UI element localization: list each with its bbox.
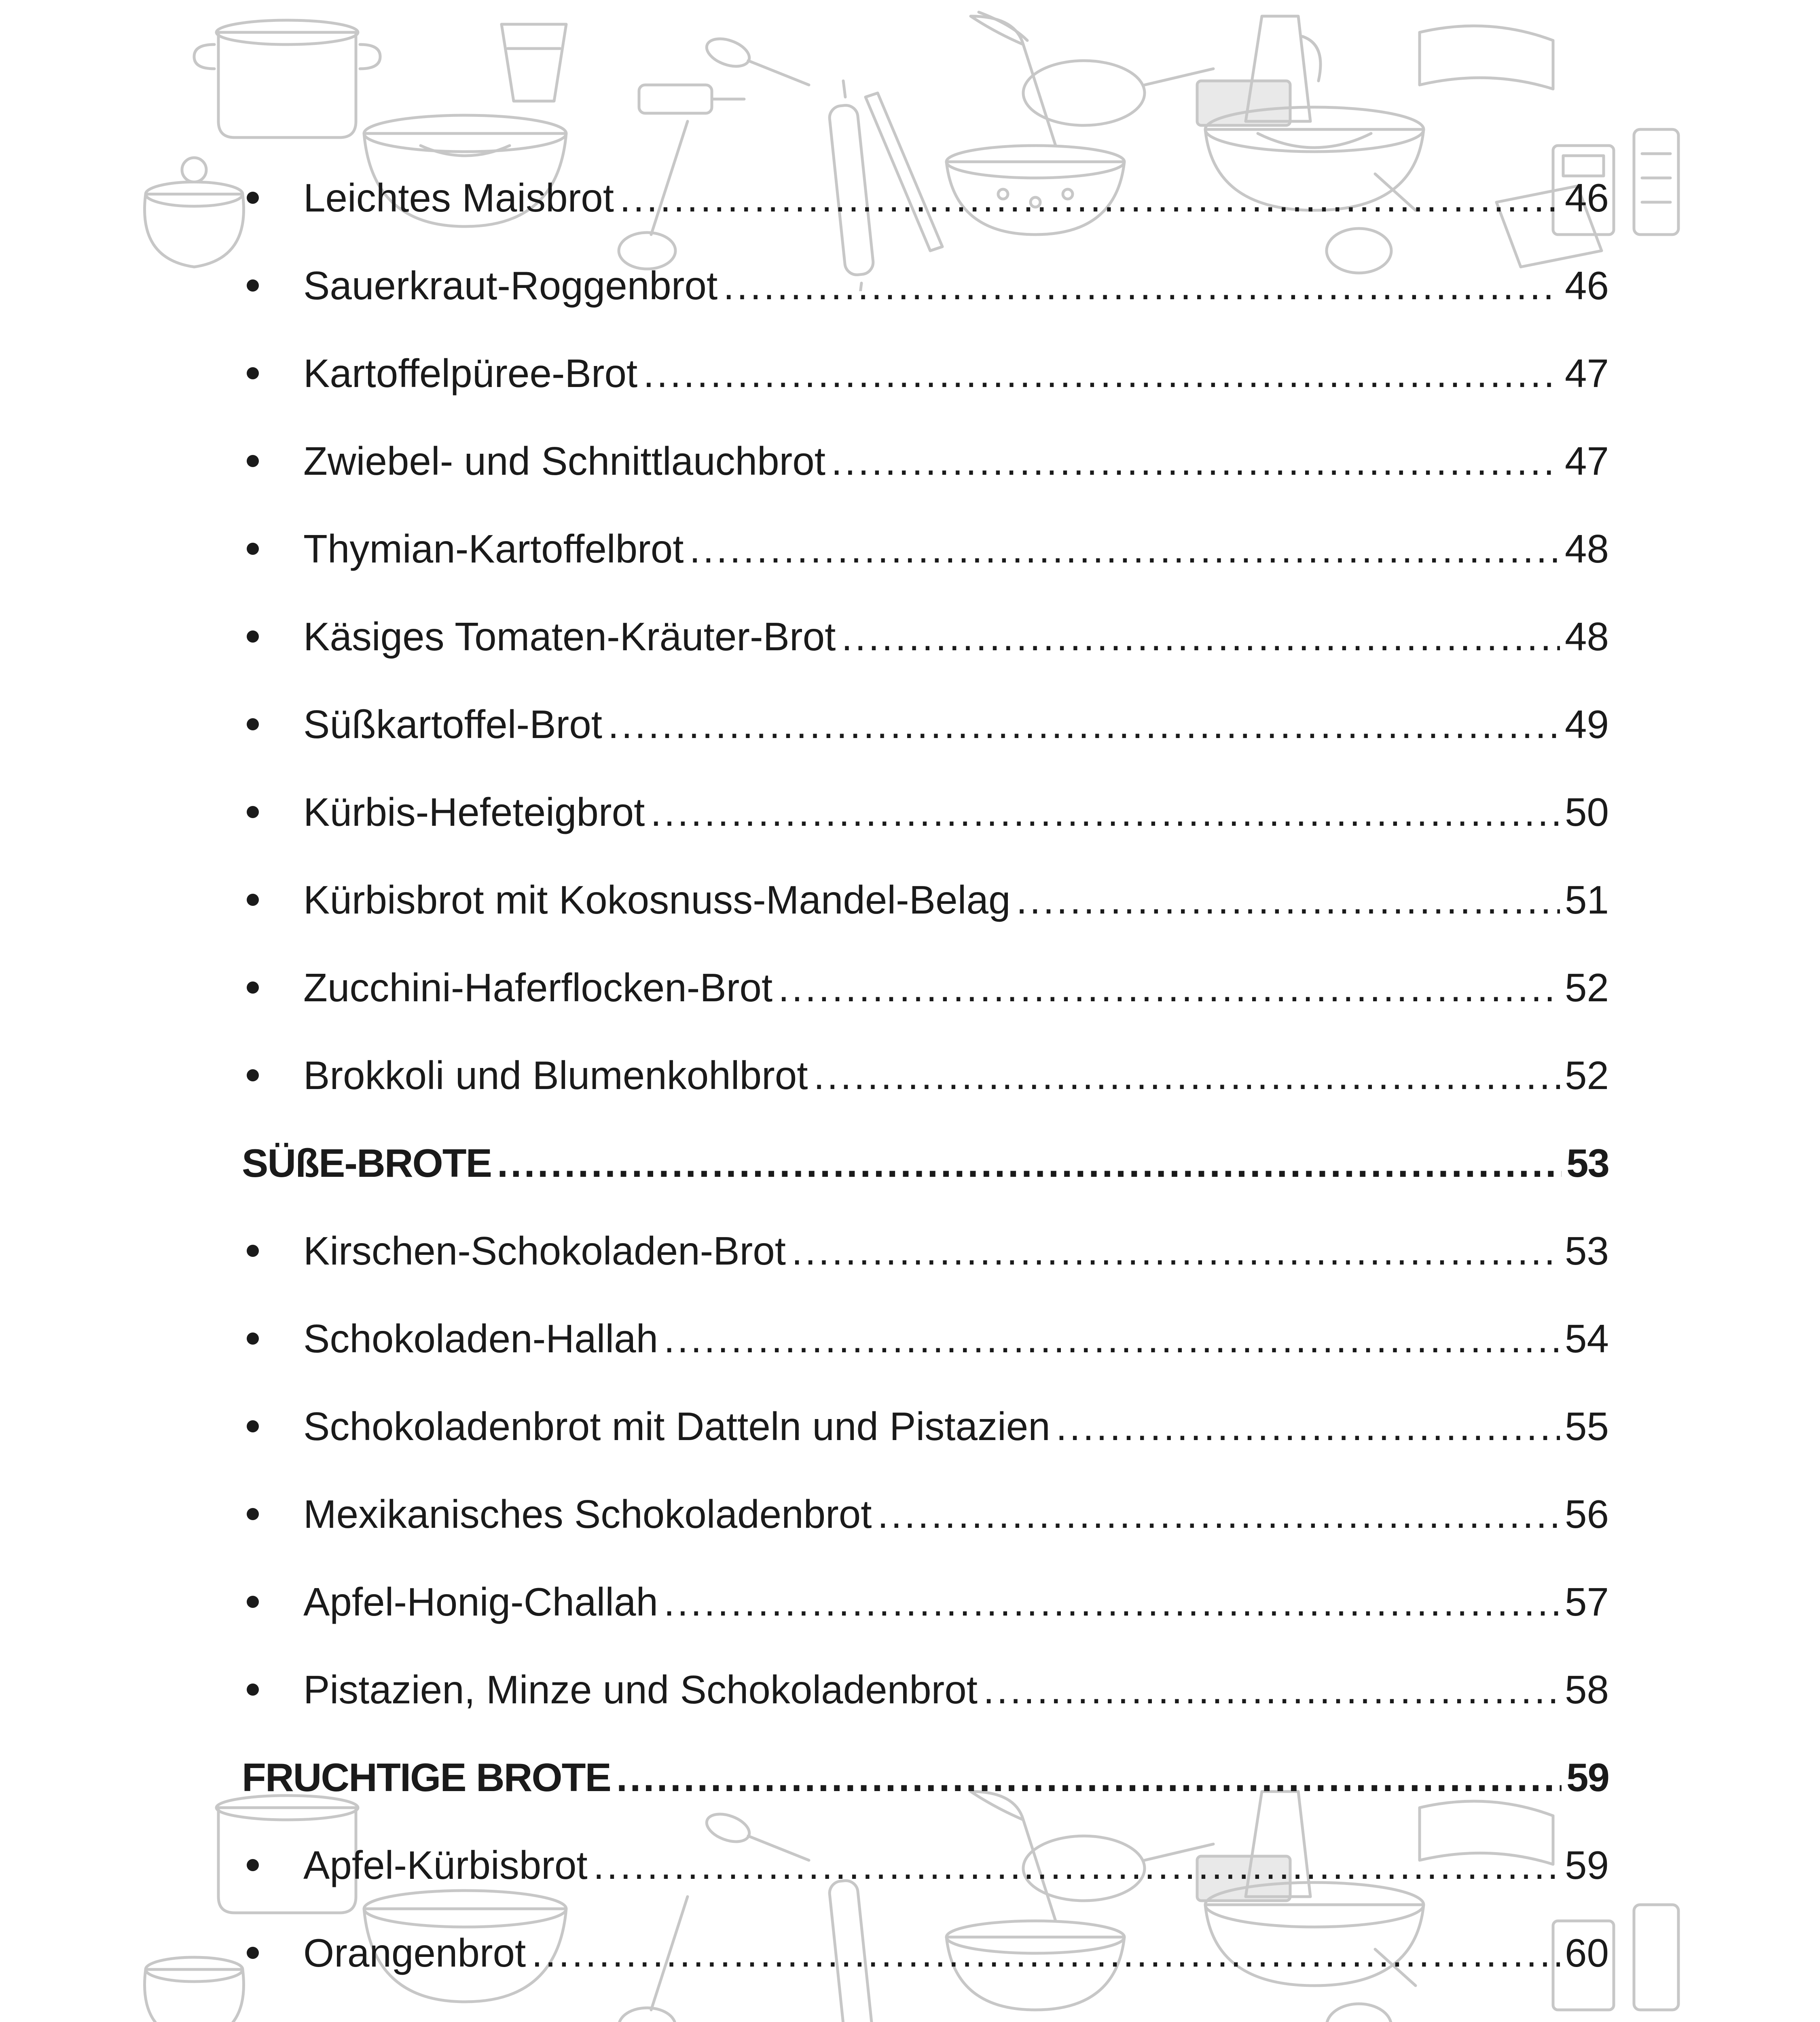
bullet-icon: [247, 279, 259, 292]
bullet-icon: [247, 806, 259, 818]
dot-leader: [664, 1319, 1560, 1358]
toc-page-number: 59: [1566, 1755, 1609, 1800]
bullet-icon: [247, 1332, 259, 1345]
toc-entry[interactable]: [242, 1909, 1609, 1997]
toc-entry[interactable]: [242, 154, 1609, 241]
toc-entry[interactable]: [242, 1470, 1609, 1558]
toc-entry[interactable]: [242, 241, 1609, 329]
toc-entry[interactable]: [242, 768, 1609, 856]
toc-line: [303, 1491, 1609, 1536]
toc-entry[interactable]: [242, 329, 1609, 417]
toc-entry[interactable]: [242, 1294, 1609, 1382]
toc-page-number: 48: [1564, 526, 1609, 571]
toc-entry[interactable]: [242, 1382, 1609, 1470]
toc-title: Thymian-Kartoffelbrot: [303, 526, 684, 571]
dot-leader: [531, 1933, 1560, 1973]
cake-ring-icon: [1420, 26, 1553, 89]
toc-entry[interactable]: [242, 680, 1609, 768]
toc-page-number: 60: [1564, 1930, 1609, 1975]
dot-leader: [593, 1845, 1560, 1885]
toc-page-number: 51: [1564, 877, 1609, 922]
bullet-icon: [247, 1859, 259, 1871]
bullet-icon: [247, 1420, 259, 1432]
toc-entry[interactable]: [242, 1207, 1609, 1294]
toc-line: [303, 789, 1609, 834]
toc-page-number: 52: [1564, 1053, 1609, 1098]
grater-icon: [1634, 1905, 1678, 2010]
glass-icon: [502, 24, 566, 101]
toc-line: [303, 965, 1609, 1010]
frying-pan-icon: [1023, 61, 1213, 125]
bullet-icon: [247, 455, 259, 467]
grinder-icon: [639, 85, 744, 113]
toc-title: Käsiges Tomaten-Kräuter-Brot: [303, 614, 836, 659]
whisk-icon: [971, 12, 1056, 146]
bullet-icon: [247, 894, 259, 906]
toc-entry[interactable]: [242, 856, 1609, 943]
dot-leader: [650, 792, 1560, 832]
dot-leader: [841, 617, 1560, 656]
toc-entry[interactable]: [242, 1031, 1609, 1119]
toc-line: [303, 614, 1609, 659]
toc-title: Süßkartoffel-Brot: [303, 702, 602, 747]
sugar-pot-icon: [145, 158, 244, 267]
bullet-icon: [247, 1508, 259, 1520]
dot-leader: [1016, 880, 1560, 920]
toc-title: Apfel-Honig-Challah: [303, 1579, 658, 1624]
toc-title: Orangenbrot: [303, 1930, 526, 1975]
toc-line: [303, 175, 1609, 220]
toc-entry[interactable]: [242, 505, 1609, 592]
toc-section-heading[interactable]: [242, 1119, 1609, 1207]
toc-page-number: 49: [1564, 702, 1609, 747]
toc-line: [303, 877, 1609, 922]
pot-icon: [194, 20, 380, 137]
bullet-icon: [247, 1596, 259, 1608]
toc-title: Kürbis-Hefeteigbrot: [303, 789, 645, 834]
dot-leader: [616, 1758, 1562, 1797]
toc-title: Brokkoli und Blumenkohlbrot: [303, 1053, 808, 1098]
toc-line: [303, 1930, 1609, 1975]
toc-line: [303, 1053, 1609, 1098]
toc-page-number: 46: [1564, 263, 1609, 308]
toc-line: [303, 1404, 1609, 1449]
toc-page-number: 48: [1564, 614, 1609, 659]
dot-leader: [497, 1143, 1562, 1183]
toc-section-heading[interactable]: [242, 1733, 1609, 1821]
toc-page-number: 47: [1564, 351, 1609, 396]
dot-leader: [778, 968, 1560, 1007]
toc-line: [242, 1140, 1609, 1185]
toc-entry[interactable]: [242, 592, 1609, 680]
toc-entry[interactable]: [242, 1558, 1609, 1646]
toc-page-number: 53: [1566, 1140, 1609, 1185]
toc-line: [303, 526, 1609, 571]
bullet-icon: [247, 367, 259, 379]
toc-title: Kartoffelpüree-Brot: [303, 351, 638, 396]
bullet-icon: [247, 718, 259, 730]
toc-page-number: 58: [1564, 1667, 1609, 1712]
toc-line: [303, 438, 1609, 483]
dot-leader: [664, 1582, 1560, 1622]
bullet-icon: [247, 543, 259, 555]
toc-title: Zwiebel- und Schnittlauchbrot: [303, 438, 826, 483]
toc-title: Kirschen-Schokoladen-Brot: [303, 1228, 786, 1273]
bullet-icon: [247, 981, 259, 994]
dot-leader: [813, 1055, 1560, 1095]
dot-leader: [791, 1231, 1560, 1271]
toc-page-number: 46: [1564, 175, 1609, 220]
toc-line: [303, 702, 1609, 747]
sugar-pot-icon: [145, 1957, 244, 2022]
dot-leader: [723, 266, 1560, 305]
dot-leader: [1056, 1407, 1560, 1446]
table-of-contents: [242, 154, 1609, 1997]
toc-title: Apfel-Kürbisbrot: [303, 1842, 588, 1887]
dot-leader: [689, 529, 1560, 569]
toc-line: [242, 1755, 1609, 1800]
toc-title: Sauerkraut-Roggenbrot: [303, 263, 718, 308]
toc-page-number: 53: [1564, 1228, 1609, 1273]
spoon-icon: [703, 34, 809, 85]
toc-page-number: 54: [1564, 1316, 1609, 1361]
bullet-icon: [247, 1069, 259, 1081]
dot-leader: [877, 1494, 1560, 1534]
toc-page-number: 56: [1564, 1491, 1609, 1536]
cutting-board-icon: [1197, 81, 1290, 125]
dot-leader: [608, 704, 1560, 744]
toc-page-number: 59: [1564, 1842, 1609, 1887]
dot-leader: [831, 441, 1560, 481]
toc-page-number: 55: [1564, 1404, 1609, 1449]
toc-title: Schokoladen-Hallah: [303, 1316, 658, 1361]
toc-title: Zucchini-Haferflocken-Brot: [303, 965, 773, 1010]
toc-title: Kürbisbrot mit Kokosnuss-Mandel-Belag: [303, 877, 1011, 922]
dot-leader: [983, 1670, 1560, 1709]
bullet-icon: [247, 630, 259, 643]
toc-title: Mexikanisches Schokoladenbrot: [303, 1491, 872, 1536]
bullet-icon: [247, 192, 259, 204]
toc-page-number: 47: [1564, 438, 1609, 483]
toc-entry[interactable]: [242, 1646, 1609, 1733]
bullet-icon: [247, 1684, 259, 1696]
bullet-icon: [247, 1245, 259, 1257]
toc-title: Pistazien, Minze und Schokoladenbrot: [303, 1667, 978, 1712]
toc-page-number: 57: [1564, 1579, 1609, 1624]
toc-entry[interactable]: [242, 943, 1609, 1031]
toc-line: [303, 1228, 1609, 1273]
toc-title: SÜßE-BROTE: [242, 1140, 491, 1185]
toc-entry[interactable]: [242, 1821, 1609, 1909]
bullet-icon: [247, 1947, 259, 1959]
toc-line: [303, 1316, 1609, 1361]
toc-title: Schokoladenbrot mit Datteln und Pistazien: [303, 1404, 1050, 1449]
toc-entry[interactable]: [242, 417, 1609, 505]
toc-page-number: 50: [1564, 789, 1609, 834]
dot-leader: [643, 353, 1560, 393]
toc-line: [303, 351, 1609, 396]
dot-leader: [620, 178, 1560, 218]
toc-line: [303, 1579, 1609, 1624]
toc-title: FRUCHTIGE BROTE: [242, 1755, 611, 1800]
toc-page-number: 52: [1564, 965, 1609, 1010]
toc-line: [303, 1667, 1609, 1712]
toc-line: [303, 1842, 1609, 1887]
grater-icon: [1634, 129, 1678, 235]
toc-line: [303, 263, 1609, 308]
toc-title: Leichtes Maisbrot: [303, 175, 614, 220]
